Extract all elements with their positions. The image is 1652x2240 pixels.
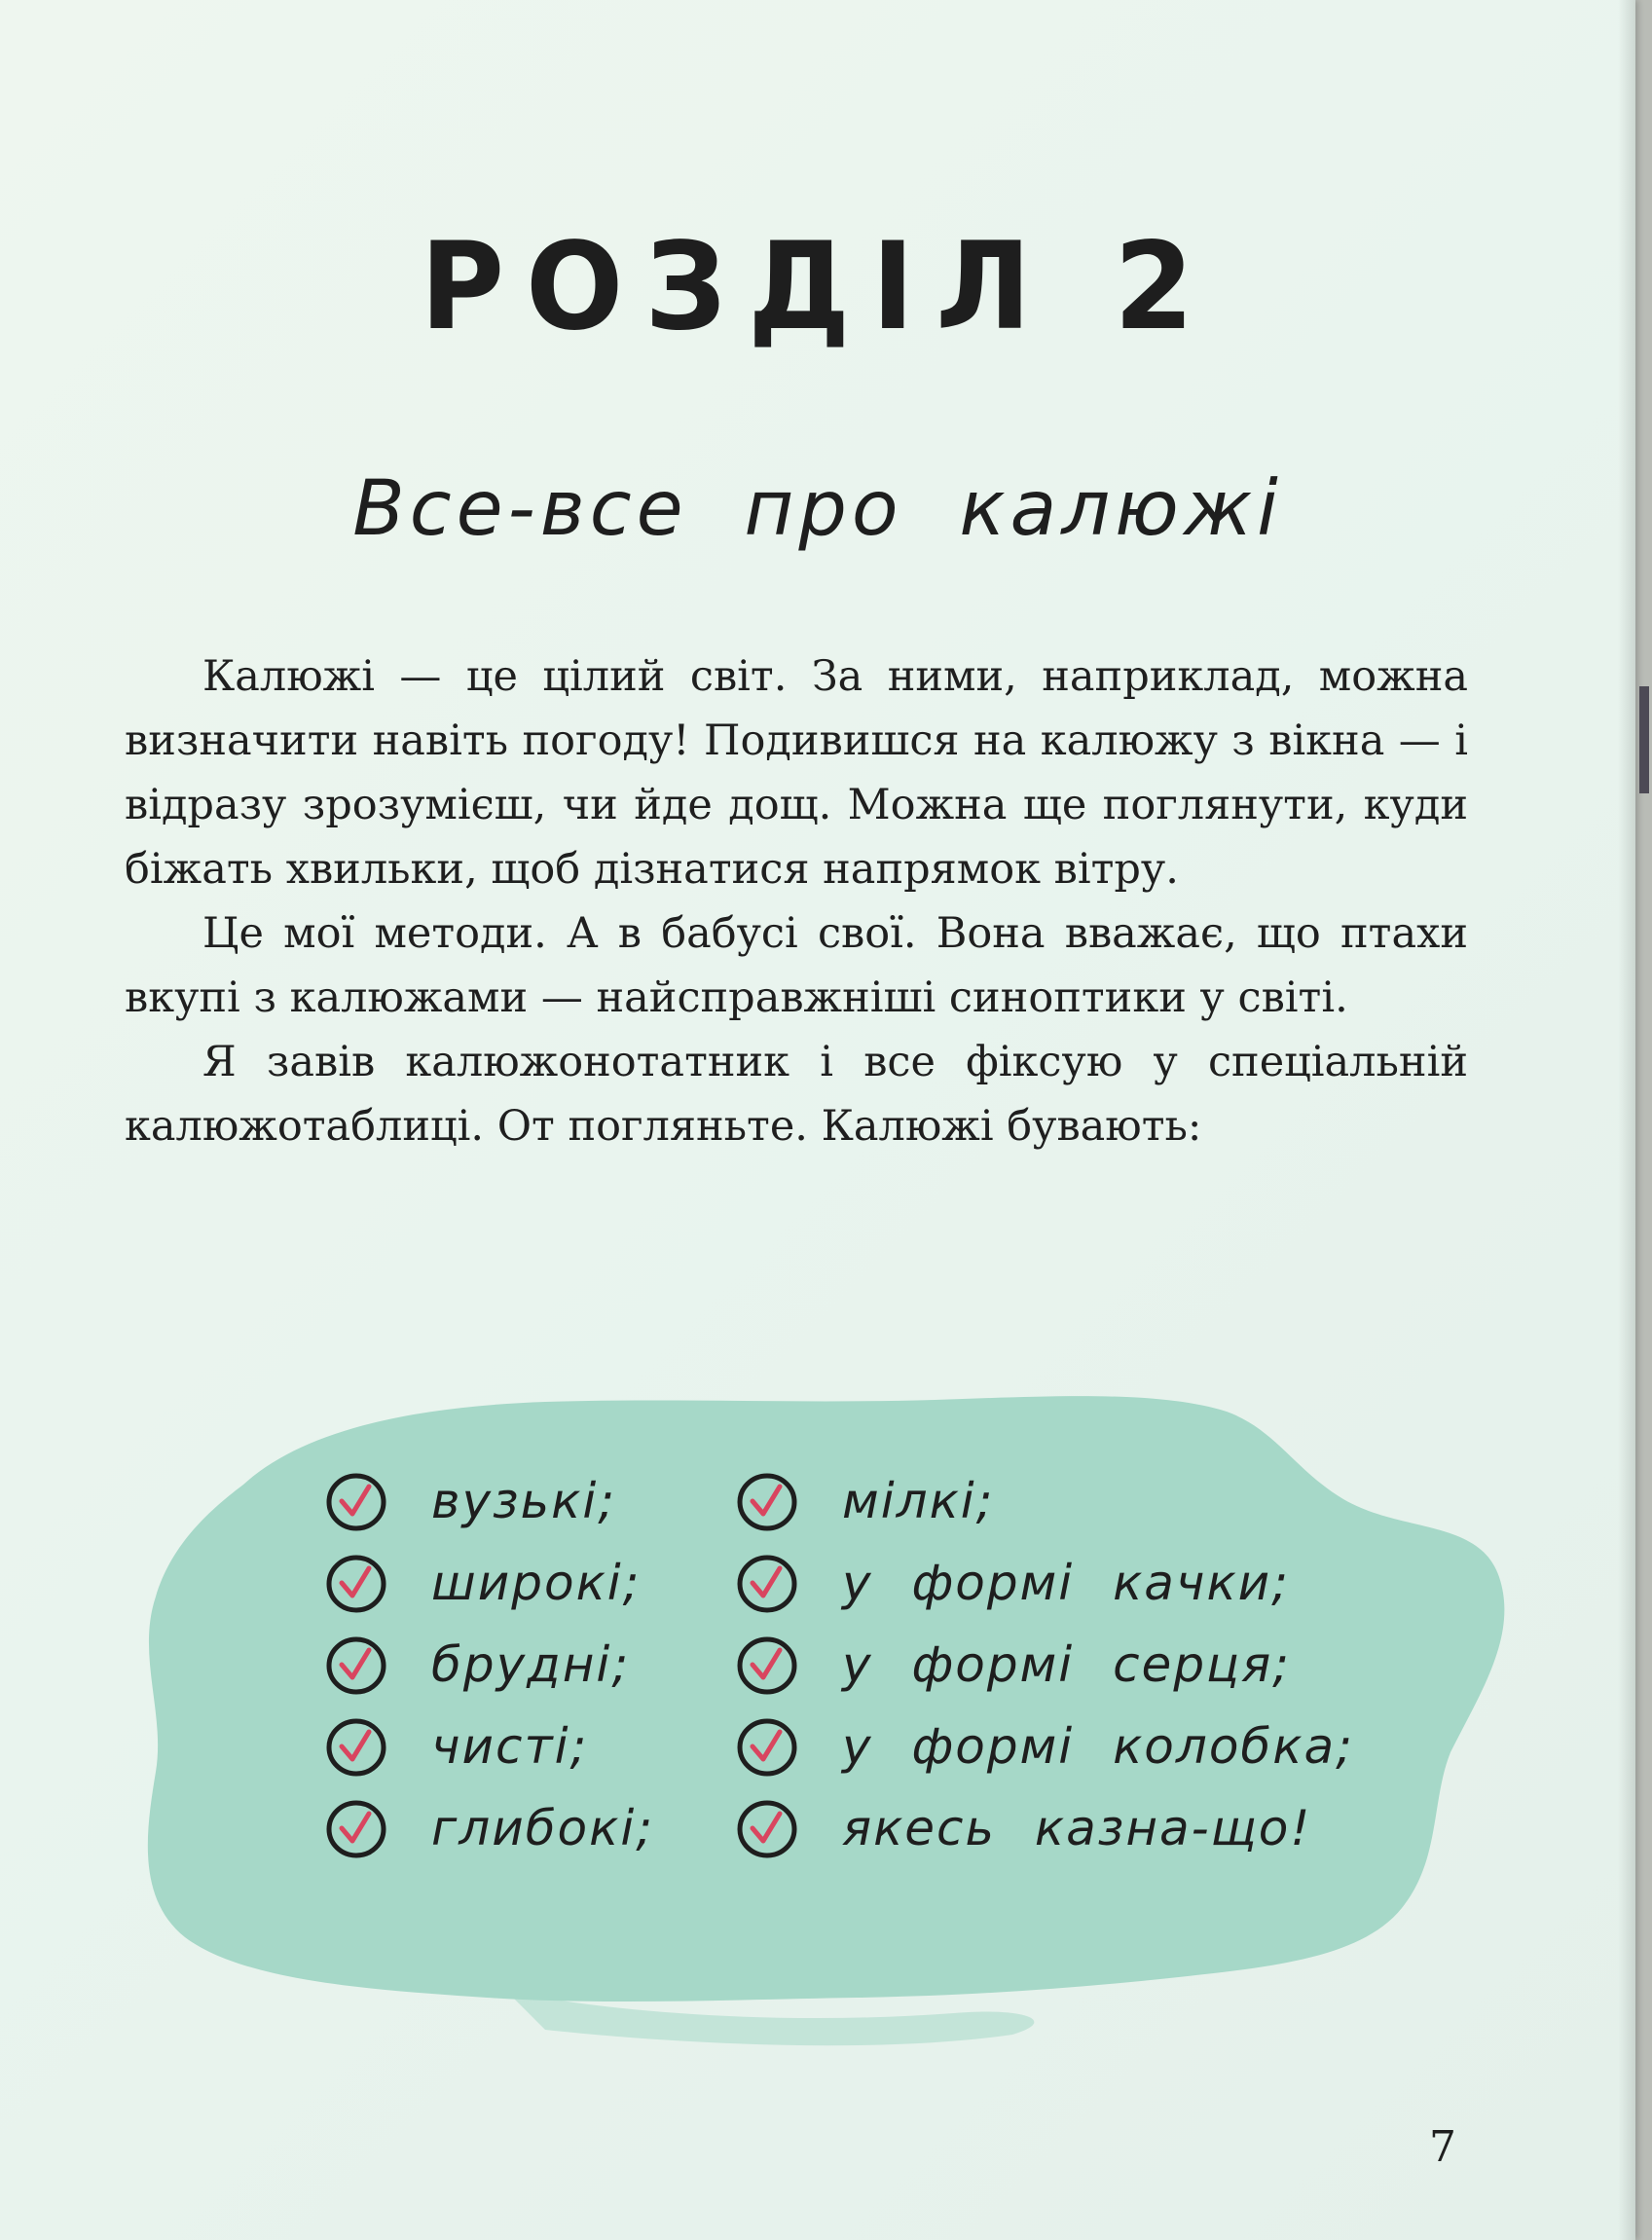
check-circle-icon (735, 1472, 799, 1532)
check-circle-icon (324, 1554, 388, 1614)
chapter-subtitle: Все-все про калюжі (352, 465, 1283, 553)
list-item (735, 1787, 1354, 1869)
list-item-label: у формі серця; (842, 1636, 1292, 1693)
check-circle-icon (735, 1717, 799, 1778)
page-number: 7 (1429, 2122, 1456, 2172)
chapter-title: РОЗДІЛ 2 (420, 215, 1216, 357)
list-item-label: чисті; (431, 1718, 589, 1775)
list-item (324, 1460, 654, 1542)
list-item (324, 1624, 654, 1706)
list-item-label: широкі; (431, 1555, 642, 1611)
list-item (324, 1542, 654, 1624)
check-circle-icon (735, 1635, 799, 1696)
list-item-label: у формі качки; (842, 1555, 1290, 1611)
checklist-left (324, 1460, 654, 1869)
list-item-label: у формі колобка; (842, 1718, 1354, 1775)
list-item (735, 1706, 1354, 1787)
check-circle-icon (324, 1635, 388, 1696)
paragraph: Це мої методи. А в бабусі свої. Вона вважає, що птахи вкупі з калюжами — найсправжніші синоптики у світі. (125, 909, 1468, 1022)
list-item (735, 1542, 1354, 1624)
paragraph: Калюжі — це цілий світ. За ними, наприклад, можна визначити навіть погоду! Подивишся на калюжу з вікна — і відразу зрозумієш, чи йде дощ. Можна ще поглянути, куди біжать хвильки, щоб дізнатися напрямок вітру. (125, 652, 1468, 894)
check-circle-icon (324, 1717, 388, 1778)
list-item-label: брудні; (431, 1636, 631, 1693)
list-item (324, 1787, 654, 1869)
check-circle-icon (735, 1799, 799, 1859)
list-item-label: якесь казна-що! (842, 1800, 1312, 1856)
check-circle-icon (324, 1472, 388, 1532)
list-item-label: глибокі; (431, 1800, 655, 1856)
check-circle-icon (735, 1554, 799, 1614)
checklist-right (735, 1460, 1354, 1869)
paragraph: Я завів калюжонотатник і все фіксую у спеціальній калюжотаблиці. От погляньте. Калюжі бувають: (125, 1038, 1468, 1151)
page-edge-mark (1639, 686, 1649, 793)
list-item (324, 1706, 654, 1787)
list-item-label: мілкі; (842, 1473, 995, 1529)
list-item (735, 1460, 1354, 1542)
list-item-label: вузькі; (431, 1473, 617, 1529)
list-item (735, 1624, 1354, 1706)
check-circle-icon (324, 1799, 388, 1859)
